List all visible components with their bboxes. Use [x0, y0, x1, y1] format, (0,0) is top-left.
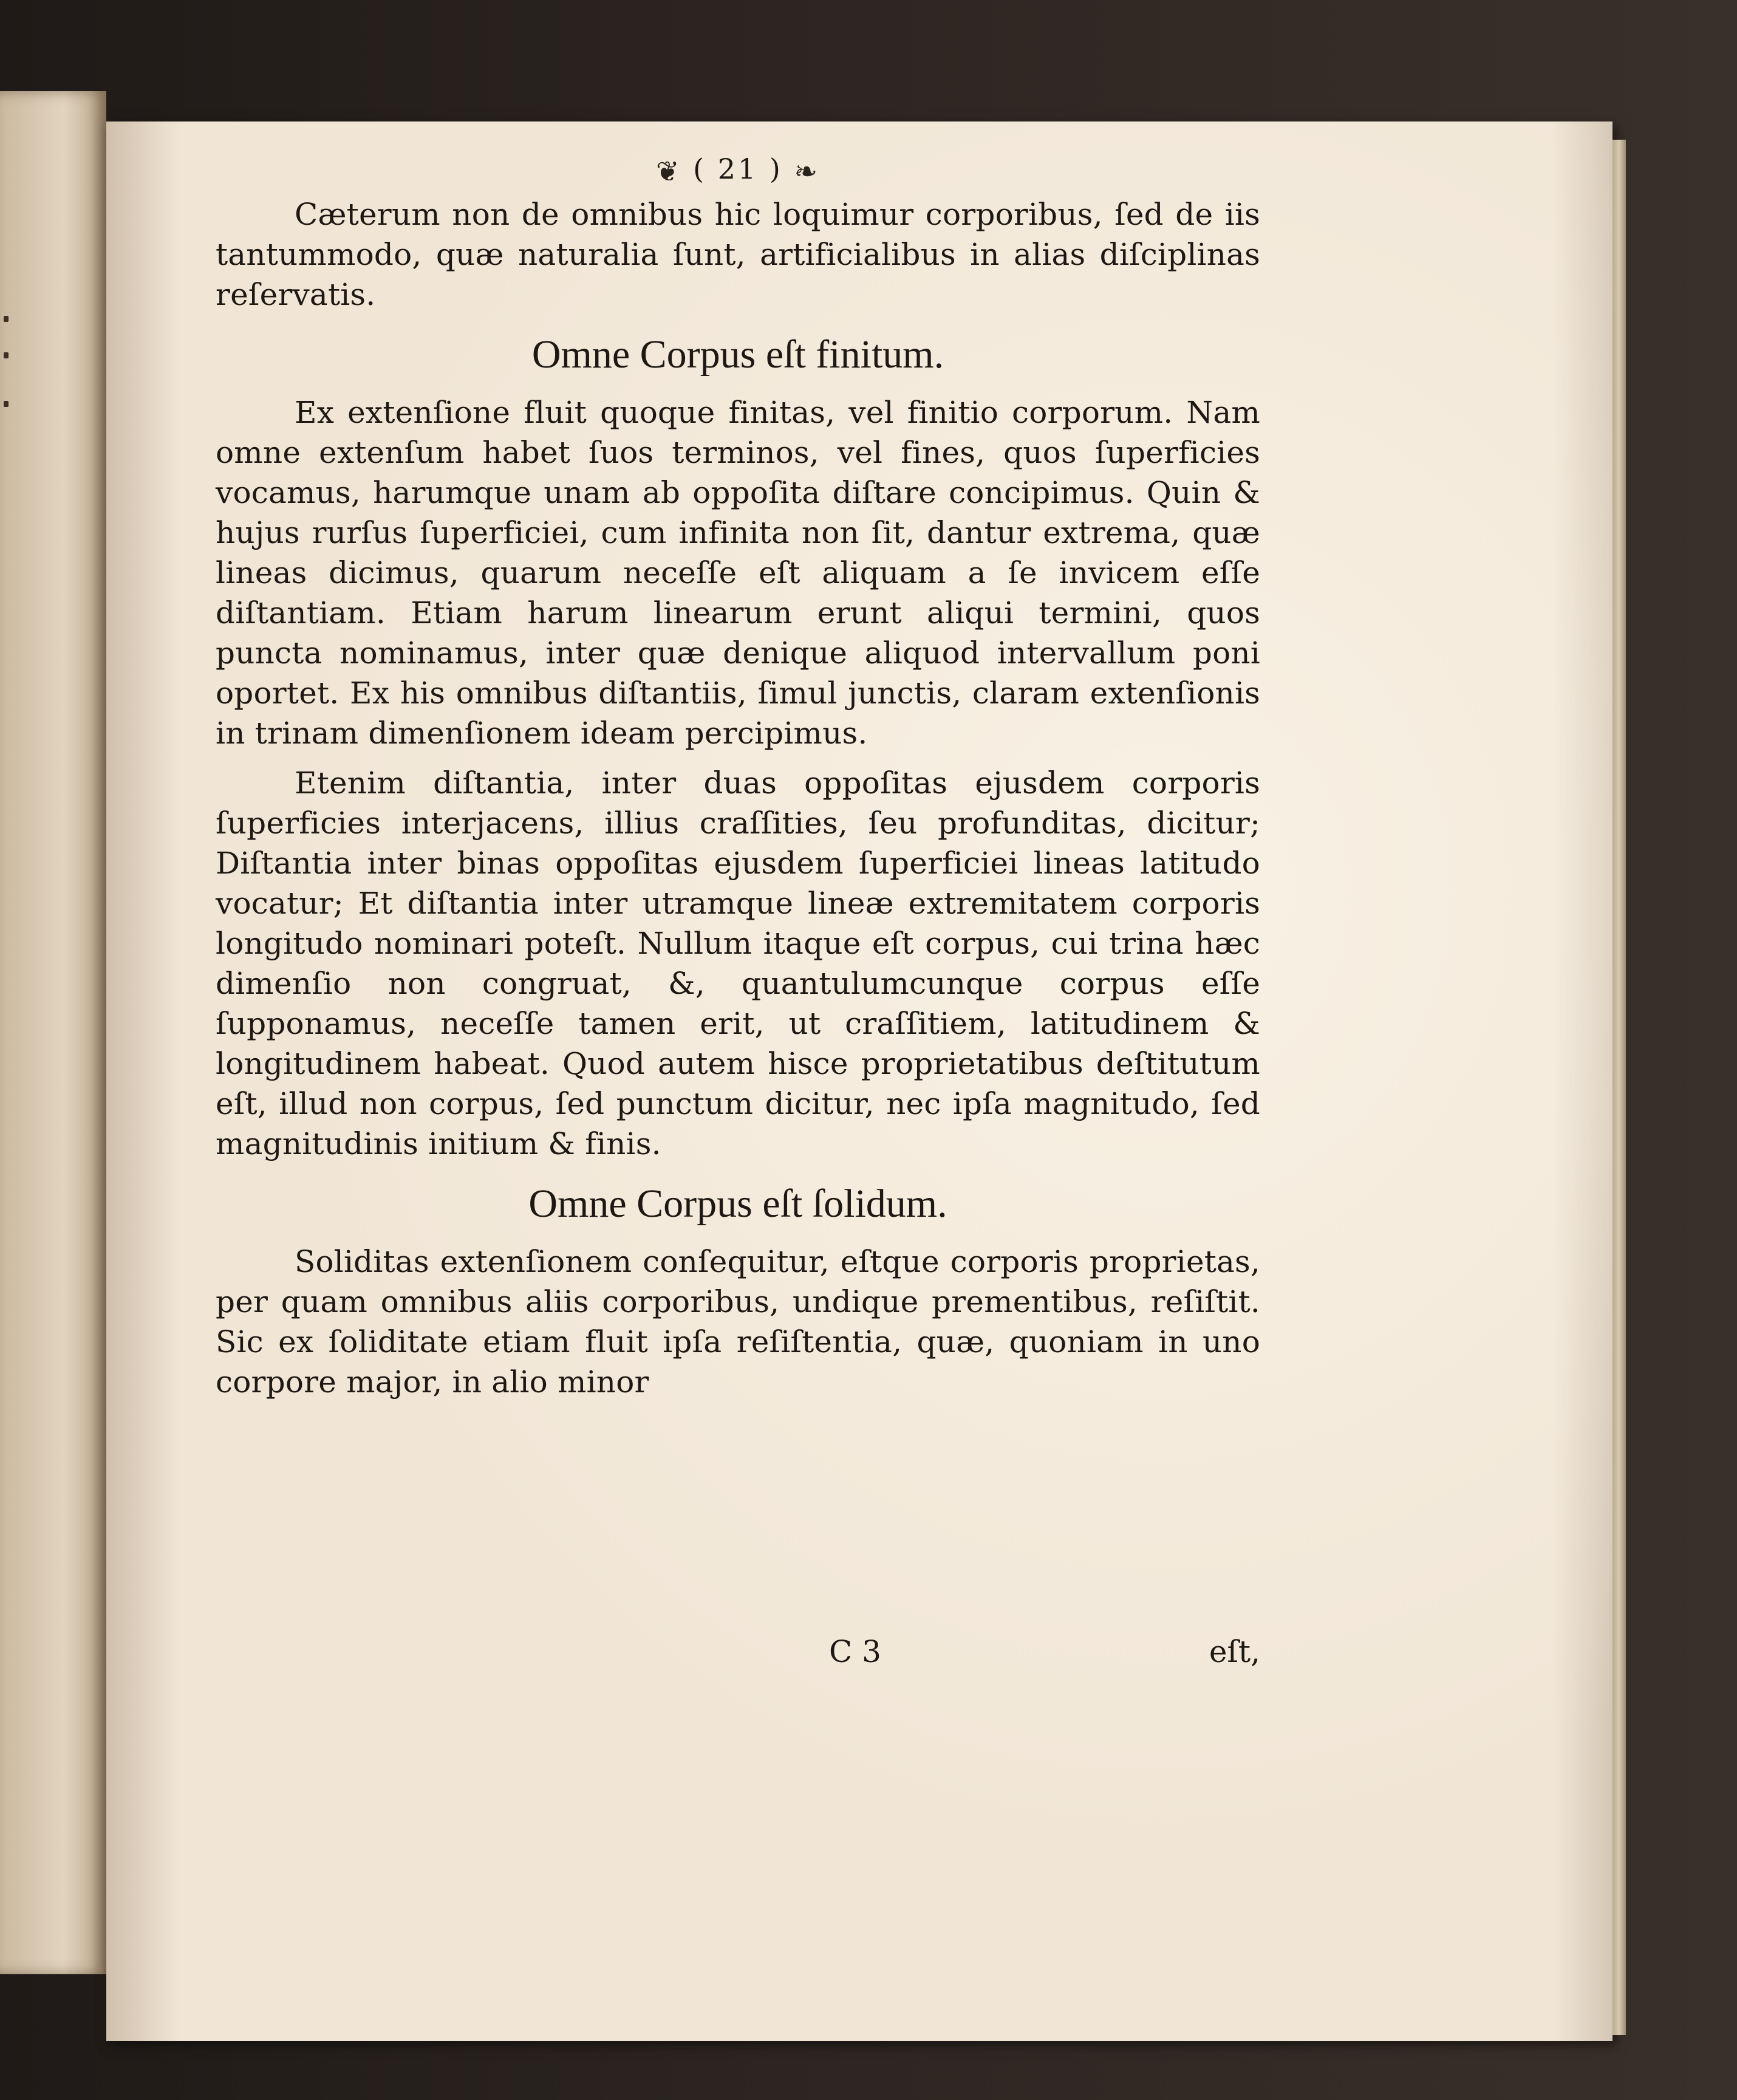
page-number: ( 21 )	[693, 152, 783, 185]
edge-mark	[4, 316, 9, 322]
running-head	[216, 152, 1260, 188]
paragraph-intro: Cæterum non de omnibus hic loquimur corporibus, ſed de iis tantummodo, quæ naturalia ſunt, artificialibus in alias diſciplinas reſervatis.	[216, 197, 1260, 312]
ornament-left-icon: ❦	[655, 155, 682, 188]
catchword: eſt,	[1209, 1634, 1260, 1669]
signature-mark: C 3	[829, 1634, 881, 1669]
section-heading-solidum: Omne Corpus eſt ſolidum.	[528, 1182, 947, 1226]
page-text	[216, 152, 1260, 1402]
edge-mark	[4, 352, 9, 358]
left-facing-page	[0, 91, 106, 1974]
section-heading-finitum: Omne Corpus eſt finitum.	[531, 332, 944, 377]
ornament-right-icon: ❧	[794, 155, 820, 188]
page-footer	[216, 1634, 1260, 1677]
page-edge	[1612, 140, 1626, 2035]
paragraph-finitum-2: Etenim diſtantia, inter duas oppoſitas ejusdem corporis ſuperficies interjacens, illius craſſities, ſeu profunditas, dicitur; Diſtantia inter binas oppoſitas ejusdem ſuperficiei lineas latitudo vocatur; Et diſtantia inter utramque lineæ extremitatem corporis longitudo nominari poteſt. Nullum itaque eſt corpus, cui trina hæc dimenſio non congruat, &, quantulumcunque corpus eſſe ſupponamus, neceſſe tamen erit, ut craſſitiem, latitudinem & longitudinem habeat. Quod autem hisce proprietatibus deſtitutum eſt, illud non corpus, ſed punctum dicitur, nec ipſa magnitudo, ſed magnitudinis initium & finis.	[216, 765, 1260, 1161]
edge-mark	[4, 401, 9, 407]
paragraph-solidum-1: Soliditas extenſionem conſequitur, eſtque corporis proprietas, per quam omnibus aliis corporibus, undique prementibus, reſiſtit. Sic ex ſoliditate etiam fluit ipſa reſiſtentia, quæ, quoniam in uno corpore major, in alio minor	[216, 1244, 1260, 1400]
paragraph-finitum-1: Ex extenſione fluit quoque finitas, vel finitio corporum. Nam omne extenſum habet ſuos terminos, vel fines, quos ſuperficies vocamus, harumque unam ab oppoſita diſtare concipimus. Quin & hujus rurſus ſuperficiei, cum infinita non ſit, dantur extrema, quæ lineas dicimus, quarum neceſſe eſt aliquam a ſe invicem eſſe diſtantiam. Etiam harum linearum erunt aliqui termini, quos puncta nominamus, inter quæ denique aliquod intervallum poni oportet. Ex his omnibus diſtantiis, ſimul junctis, claram extenſionis in trinam dimenſionem ideam percipimus.	[216, 395, 1260, 751]
